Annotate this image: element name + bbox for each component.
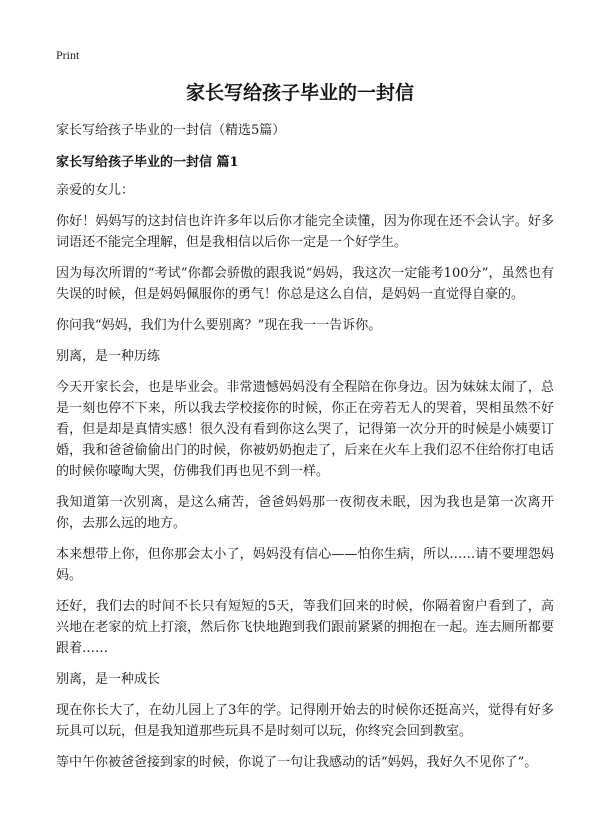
document-title: 家长写给孩子毕业的一封信: [185, 82, 414, 104]
paragraph: 等中午你被爸爸接到家的时候，你说了一句让我感动的话“妈妈，我好久不见你了”。: [56, 755, 538, 770]
print-link[interactable]: Print: [56, 48, 80, 62]
paragraph: 我知道第一次别离，是这么痛苦，爸爸妈妈那一夜彻夜未眠，因为我也是第一次离开你，去那么远的地方。: [56, 495, 554, 531]
salutation: 亲爱的女儿：: [56, 183, 135, 198]
subheading: 别离，是一种成长: [56, 672, 161, 687]
subheading: 别离，是一种历练: [56, 349, 161, 364]
paragraph: 本来想带上你，但你那会太小了，妈妈没有信心——怕你生病，所以……请不要埋怨妈妈。: [56, 547, 554, 583]
paragraph: 你好！妈妈写的这封信也许许多年以后你才能完全读懂，因为你现在还不会认字。好多词语还不能完全理解，但是我相信以后你一定是一个好学生。: [56, 214, 554, 250]
paragraph: 现在你长大了，在幼儿园上了3年的学。记得刚开始去的时候你还挺高兴，觉得有好多玩具可以玩，但是我知道那些玩具不是时刻可以玩，你终究会回到教室。: [56, 703, 554, 739]
paragraph: 因为每次所谓的“考试”你都会骄傲的跟我说“妈妈，我这次一定能考100分”，虽然也有失误的时候，但是妈妈佩服你的勇气！你总是这么自信，是妈妈一直觉得自豪的。: [56, 266, 554, 302]
section-heading: 家长写给孩子毕业的一封信 篇1: [56, 155, 239, 170]
document-subtitle: 家长写给孩子毕业的一封信（精选5篇）: [56, 123, 286, 138]
paragraph: 还好，我们去的时间不长只有短短的5天，等我们回来的时候，你隔着窗户看到了，高兴地在老家的炕上打滚，然后你飞快地跑到我们跟前紧紧的拥抱在一起。连去厕所都要跟着……: [56, 599, 554, 656]
paragraph: 你问我“妈妈，我们为什么要别离？”现在我一一告诉你。: [56, 318, 382, 333]
letter-body: [56, 180, 554, 783]
paragraph: 今天开家长会，也是毕业会。非常遗憾妈妈没有全程陪在你身边。因为妹妹太闹了，总是一刻也停不下来，所以我去学校接你的时候，你正在旁若无人的哭着，哭相虽然不好看，但是却是真情实感！很久没有看到你这么哭了，记得第一次分开的时候是小姨要订婚，我和爸爸偷偷出门的时候，你被奶奶抱走了，后来在火车上我们忍不住给你打电话的时候你嚎啕大哭，仿佛我们再也见不到一样。: [56, 380, 554, 479]
